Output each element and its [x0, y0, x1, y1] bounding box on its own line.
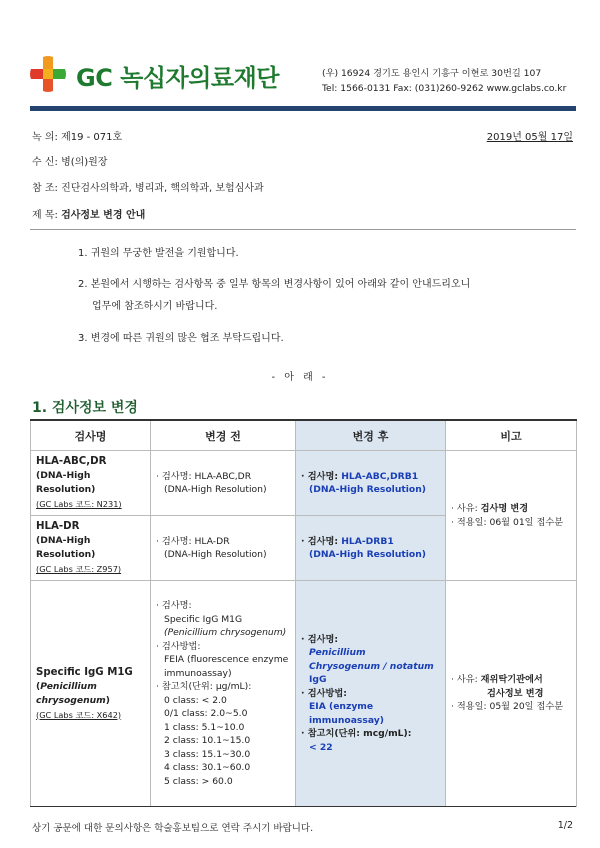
section-title: 1. 검사정보 변경 [32, 400, 138, 416]
remark-reason: 검사명 변경 [480, 503, 529, 514]
after-value-sub: (DNA-High Resolution) [309, 484, 426, 495]
after-value: Chrysogenum / notatum [309, 660, 434, 672]
page-number: 1/2 [557, 820, 573, 831]
subject: 검사정보 변경 안내 [61, 210, 146, 221]
test-code: (GC Labs 코드: Z957) [36, 564, 122, 574]
before-cell [151, 516, 296, 581]
before-line: (Penicillium chrysogenum) [164, 627, 287, 638]
paragraph-1: 1. 귀원의 무궁한 발전을 기원합니다. [78, 248, 239, 259]
after-value: Penicillium [309, 647, 366, 659]
table-row [31, 451, 577, 516]
header-after: 변경 후 [296, 420, 446, 451]
reference-row [32, 179, 264, 194]
test-name-genus: Penicillium [40, 680, 97, 692]
remark-reason-label: · 사유: [451, 674, 481, 686]
below-note: - 아 래 - [271, 372, 329, 383]
after-value: HLA-ABC,DRB1 [341, 470, 419, 482]
remark-reason: 재위탁기관에서 [480, 674, 543, 686]
meta-divider [30, 229, 576, 230]
paragraph-3: 3. 변경에 따른 귀원의 많은 협조 부탁드립니다. [78, 333, 284, 344]
header-test-name: 검사명 [31, 420, 151, 451]
address-block [322, 66, 566, 96]
test-name-cell [31, 451, 151, 516]
address-line: (우) 16924 경기도 용인시 기흥구 이현로 30번길 107 [322, 68, 542, 79]
before-line: 2 class: 10.1~15.0 [164, 735, 251, 746]
before-line: FEIA (fluorescence enzyme [164, 654, 289, 665]
reference-label: 참 조: [32, 183, 58, 194]
logo-name: 녹십자의료재단 [120, 64, 279, 92]
before-line: 3 class: 15.1~30.0 [164, 748, 251, 760]
paragraph-2: 2. 본원에서 시행하는 검사항목 중 일부 항목의 변경사항이 있어 아래와 같이 안내드리오니 [78, 279, 471, 290]
before-cell [151, 451, 296, 516]
test-name-cell [31, 581, 151, 807]
test-name-sub: (DNA-High Resolution) [36, 470, 96, 495]
after-cell [296, 581, 446, 807]
footer-note: 상기 공문에 대한 문의사항은 학술홍보팀으로 연락 주시기 바랍니다. [32, 823, 314, 834]
after-label: · 검사명: [301, 470, 342, 482]
before-cell [151, 581, 296, 807]
paragraph-2-cont: 업무에 참조하시기 바랍니다. [92, 301, 218, 312]
remark-apply-date: · 적용일: 05월 20일 접수분 [451, 701, 564, 713]
before-line: 0 class: < 2.0 [164, 694, 227, 706]
header-remark: 비고 [446, 420, 577, 451]
doc-date: 2019년 05월 17일 [486, 132, 573, 143]
before-line: · 검사명: HLA-DR [156, 535, 230, 547]
contact-line: Tel: 1566-0131 Fax: (031)260-9262 www.gclabs.co.kr [322, 83, 567, 94]
test-name-paren: ) [105, 694, 110, 706]
test-name: HLA-DR [36, 521, 80, 532]
recipient-label: 수 신: [32, 157, 58, 168]
remark-apply-date: · 적용일: 06월 01일 접수분 [451, 516, 564, 528]
after-label: · 검사명: [301, 535, 342, 547]
table-row [31, 581, 577, 807]
recipient-row [32, 153, 108, 168]
test-name-species: chrysogenum [36, 694, 106, 706]
remark-cell [446, 581, 577, 807]
remark-reason-label: · 사유: [451, 503, 481, 514]
test-name-paren: ( [36, 680, 41, 692]
test-name: Specific IgG M1G [36, 666, 133, 678]
after-value: < 22 [309, 741, 333, 753]
doc-number: 제19 - 071호 [61, 132, 123, 143]
remark-reason-cont: 검사정보 변경 [487, 687, 544, 699]
gc-cross-icon [30, 56, 66, 92]
test-name-sub: (DNA-High Resolution) [36, 535, 96, 560]
after-value-suffix: IgG [309, 674, 327, 686]
before-line: · 참고치(단위: μg/mL): [156, 681, 252, 692]
after-value: HLA-DRB1 [341, 535, 394, 547]
after-value-sub: (DNA-High Resolution) [309, 549, 426, 560]
after-label: · 참고치(단위: mcg/mL): [301, 728, 412, 740]
before-line: · 검사명: [156, 600, 192, 611]
test-code: (GC Labs 코드: N231) [36, 499, 122, 509]
before-line: · 검사명: HLA-ABC,DR [156, 470, 252, 482]
after-label: · 검사명: [301, 633, 338, 645]
subject-label: 제 목: [32, 210, 58, 221]
change-table [30, 419, 577, 807]
before-line: 5 class: > 60.0 [164, 775, 233, 787]
after-label: · 검사방법: [301, 687, 347, 699]
header-before: 변경 전 [151, 420, 296, 451]
test-name-cell [31, 516, 151, 581]
after-cell [296, 516, 446, 581]
before-line: 4 class: 30.1~60.0 [164, 762, 251, 773]
doc-number-row [32, 128, 122, 143]
before-line: 1 class: 5.1~10.0 [164, 721, 245, 733]
logo-gc: GC [76, 64, 113, 92]
remark-cell [446, 451, 577, 581]
footer-divider [30, 806, 576, 807]
doc-number-label: 녹 의: [32, 132, 58, 143]
logo-wordmark [76, 58, 279, 93]
after-value: EIA (enzyme immunoassay) [309, 701, 384, 726]
recipient: 병(의)원장 [61, 157, 108, 168]
after-cell [296, 451, 446, 516]
test-name: HLA-ABC,DR [36, 456, 107, 467]
before-line: Specific IgG M1G [164, 613, 243, 625]
subject-row [32, 206, 145, 221]
before-line: immunoassay) [164, 667, 232, 679]
before-line: 0/1 class: 2.0~5.0 [164, 708, 248, 719]
table-header-row [31, 420, 577, 451]
before-line: · 검사방법: [156, 640, 201, 652]
reference: 진단검사의학과, 병리과, 핵의학과, 보험심사과 [61, 183, 264, 194]
before-line: (DNA-High Resolution) [164, 484, 267, 495]
header-divider [30, 106, 576, 111]
before-line: (DNA-High Resolution) [164, 549, 267, 560]
test-code: (GC Labs 코드: X642) [36, 709, 122, 720]
